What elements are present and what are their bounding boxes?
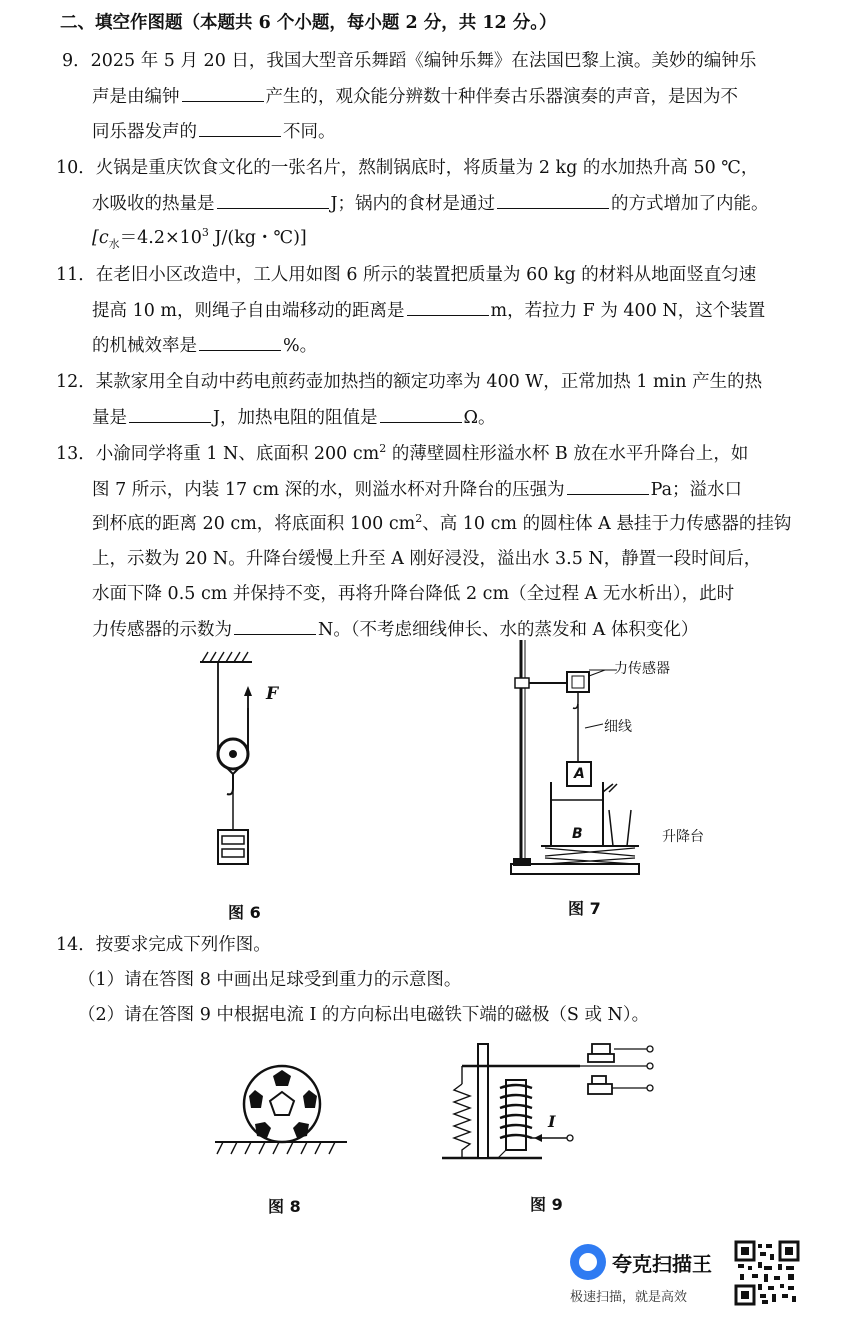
q10-number: 10． xyxy=(56,158,96,178)
q12-line2: 量是 J，加热电阻的阻值是 Ω。 xyxy=(92,408,496,428)
label-platform: 升降台 xyxy=(662,829,704,845)
q9-blank1[interactable] xyxy=(182,85,264,102)
watermark-subtitle: 极速扫描，就是高效 xyxy=(570,1290,688,1305)
figure-6-pulley xyxy=(190,650,310,890)
figure-8-football xyxy=(215,1062,355,1162)
q14-line1: 14．按要求完成下列作图。 xyxy=(56,935,271,955)
q12-blank1[interactable] xyxy=(129,406,211,423)
qr-code-icon xyxy=(734,1240,800,1306)
figure-7-caption: 图 7 xyxy=(568,899,601,918)
q11-line3: 的机械效率是 %。 xyxy=(92,336,318,356)
q13-line2: 图 7 所示，内装 17 cm 深的水，则溢水杯对升降台的压强为 Pa；溢水口 xyxy=(92,480,743,500)
current-label-i: I xyxy=(548,1112,556,1131)
q11-line1: 11．在老旧小区改造中，工人用如图 6 所示的装置把质量为 60 kg 的材料从地面竖直匀速 xyxy=(56,265,757,285)
q13-blank1[interactable] xyxy=(567,478,649,495)
q13-line6: 力传感器的示数为 N。（不考虑细线伸长、水的蒸发和 A 体积变化） xyxy=(92,620,699,640)
q10-line1: 10．火锅是重庆饮食文化的一张名片，熬制锅底时，将质量为 2 kg 的水加热升高 50 ℃， xyxy=(56,158,759,178)
q13-line1: 13．小渝同学将重 1 N、底面积 200 $cm^2$ 的薄壁圆柱形溢水杯 B 放在水平升降台上，如 xyxy=(56,442,749,464)
q14-part1: （1）请在答图 8 中画出足球受到重力的示意图。 xyxy=(78,970,462,990)
q13-line5: 水面下降 0.5 cm 并保持不变，再将升降台降低 2 cm（全过程 A 无水析出），此时 xyxy=(92,584,735,604)
q13-blank2[interactable] xyxy=(234,618,316,635)
scanner-logo-icon xyxy=(570,1244,606,1280)
q9-number: 9． xyxy=(62,51,91,71)
q12-number: 12． xyxy=(56,372,96,392)
figure-9-caption: 图 9 xyxy=(530,1195,563,1214)
q11-number: 11． xyxy=(56,265,96,285)
q9-line3: 同乐器发声的 不同。 xyxy=(92,122,336,142)
q10-blank2[interactable] xyxy=(497,192,609,209)
q13-line4: 上，示数为 20 N。升降台缓慢上升至 A 刚好浸没，溢出水 3.5 N，静置一段时间后， xyxy=(92,549,762,569)
q12-blank2[interactable] xyxy=(380,406,462,423)
force-label-f: F xyxy=(266,684,279,704)
q14-number: 14． xyxy=(56,935,96,955)
label-cylinder-a: A xyxy=(574,766,585,782)
section-title: 二、填空作图题（本题共 6 个小题，每小题 2 分，共 12 分。） xyxy=(60,13,557,33)
q13-line3: 到杯底的距离 20 cm，将底面积 100 $cm^2$、高 10 cm 的圆柱体 A 悬挂于力传感器的挂钩 xyxy=(92,512,792,534)
q9-blank2[interactable] xyxy=(199,120,281,137)
watermark-title: 夸克扫描王 xyxy=(612,1252,712,1276)
q10-line2: 水吸收的热量是 J；锅内的食材是通过 的方式增加了内能。 xyxy=(92,194,769,214)
q11-blank2[interactable] xyxy=(199,334,281,351)
q10-line3: [$c_水=4.2\times 10^3$ J/(kg・℃)] xyxy=(92,226,307,251)
q14-part2: （2）请在答图 9 中根据电流 I 的方向标出电磁铁下端的磁极（S 或 N）。 xyxy=(78,1005,650,1025)
q12-line1: 12．某款家用全自动中药电煎药壶加热挡的额定功率为 400 W，正常加热 1 min 产生的热 xyxy=(56,372,763,392)
watermark-logo xyxy=(570,1242,730,1305)
figure-9-electromagnet xyxy=(442,1036,662,1168)
q11-line2: 提高 10 m，则绳子自由端移动的距离是 m，若拉力 F 为 400 N，这个装置 xyxy=(92,301,766,321)
label-force-sensor: 力传感器 xyxy=(614,661,670,677)
figure-8-caption: 图 8 xyxy=(268,1197,301,1216)
figure-6-caption: 图 6 xyxy=(228,903,261,922)
q11-blank1[interactable] xyxy=(407,299,489,316)
q9-line1: 9．2025 年 5 月 20 日，我国大型音乐舞蹈《编钟乐舞》在法国巴黎上演。美妙的编钟乐 xyxy=(62,51,757,71)
q13-number: 13． xyxy=(56,444,96,464)
q10-blank1[interactable] xyxy=(217,192,329,209)
label-cup-b: B xyxy=(572,826,583,842)
q9-line2: 声是由编钟 产生的，观众能分辨数十种伴奏古乐器演奏的声音，是因为不 xyxy=(92,87,738,107)
label-string: 细线 xyxy=(604,719,632,735)
